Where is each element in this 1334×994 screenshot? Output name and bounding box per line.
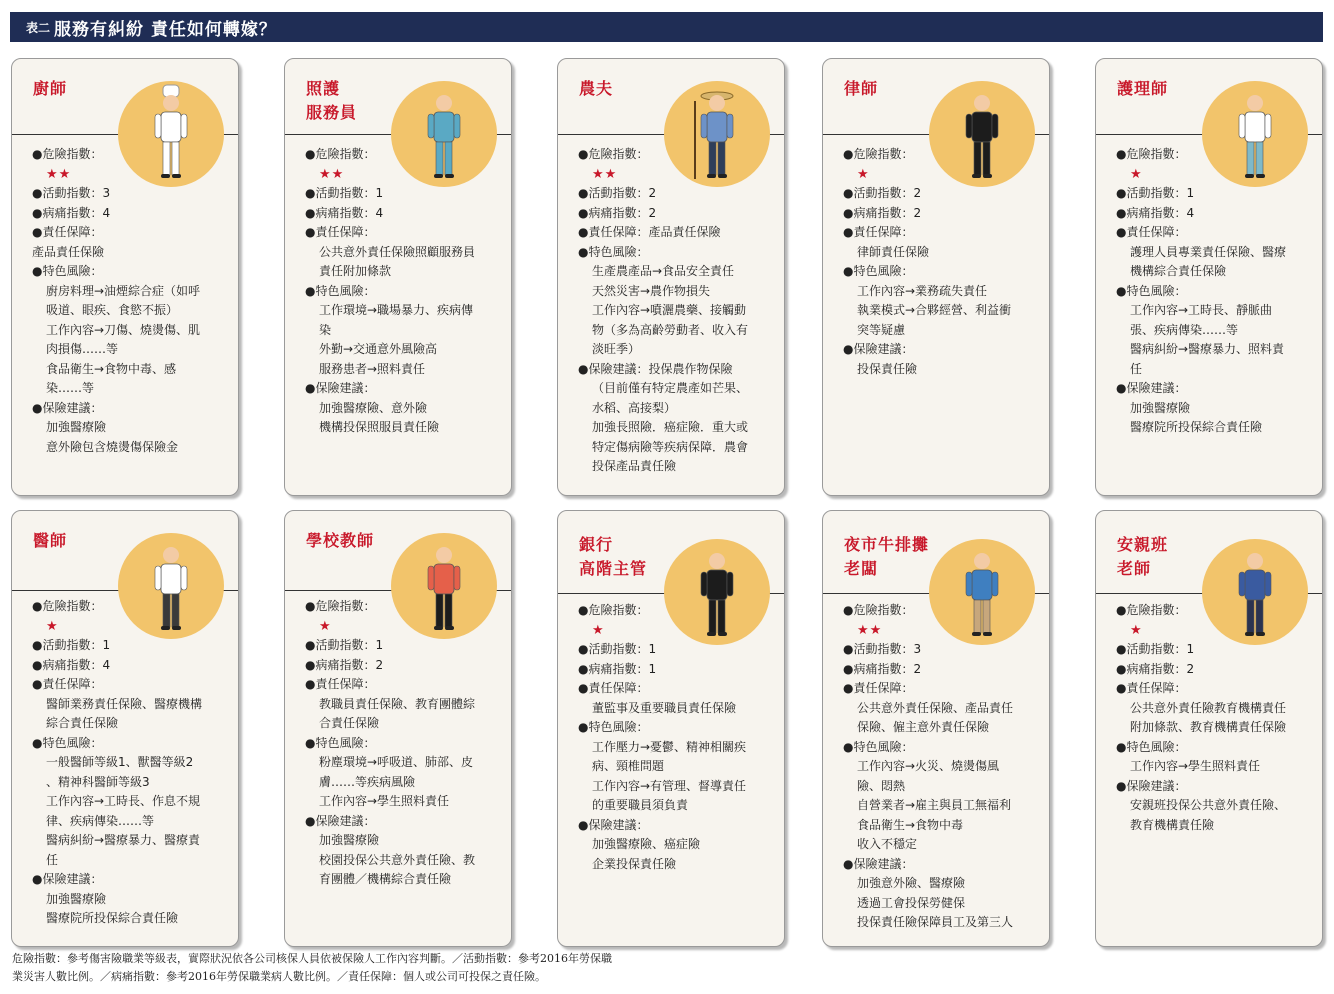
- detail-line: 保險、僱主意外責任保險: [857, 720, 990, 734]
- detail-line: 水稻、高接梨）: [592, 400, 677, 415]
- section-heading: ●活動指數：1: [305, 186, 384, 200]
- detail-line: 工作內容→學生照料責任: [1130, 759, 1261, 773]
- section-heading: ●特色風險：: [578, 244, 649, 259]
- detail-line: 加強長照險．癌症險．重大或: [592, 420, 749, 434]
- section-heading: ●特色風險：: [305, 283, 376, 298]
- section-heading: ●特色風險：: [843, 264, 914, 278]
- section-heading: ●保險建議：: [1116, 778, 1187, 793]
- section-heading: ●特色風險：: [1116, 283, 1187, 298]
- detail-line: 工作內容→有管理、督導責任: [592, 778, 747, 793]
- section-heading: ●病痛指數：4: [32, 205, 111, 220]
- section-heading: ●保險建議：: [32, 400, 103, 415]
- section-heading: ●活動指數：1: [32, 638, 111, 652]
- detail-line: 醫病糾紛→醫療暴力、照料責: [1130, 342, 1285, 356]
- detail-line: 公共意外責任保險、產品責任: [857, 700, 1014, 715]
- detail-line: 膚……等疾病風險: [319, 774, 416, 789]
- detail-line: 律、疾病傳染……等: [46, 813, 155, 828]
- job-title-line: 夜市牛排攤: [844, 535, 930, 554]
- card-details: [1116, 601, 1310, 835]
- detail-line: 合責任保險: [319, 716, 380, 730]
- detail-line: 病、頸椎問題: [592, 759, 665, 773]
- detail-line: 收入不穩定: [857, 837, 918, 851]
- section-heading: ●危險指數：: [32, 147, 103, 161]
- detail-line: 安親班投保公共意外責任險、: [1130, 798, 1287, 812]
- job-title: [1117, 533, 1168, 581]
- section-heading: ●活動指數：1: [578, 642, 657, 656]
- section-heading: ●責任保障：: [32, 677, 103, 691]
- detail-line: 工作內容→學生照料責任: [319, 794, 450, 808]
- detail-line: 服務患者→照料責任: [319, 361, 426, 376]
- card-details: [32, 145, 226, 457]
- detail-line: 育團體／機構綜合責任險: [319, 872, 452, 886]
- detail-line: 校園投保公共意外責任險、教: [319, 852, 476, 867]
- detail-line: 工作壓力→憂鬱、精神相關疾: [592, 739, 747, 754]
- job-card: [822, 58, 1050, 496]
- detail-line: 工作內容→工時長、靜脈曲: [1130, 303, 1273, 317]
- detail-line: 機構綜合責任保險: [1130, 264, 1227, 278]
- job-title: [844, 533, 929, 581]
- detail-line: 工作內容→業務疏失責任: [857, 283, 988, 298]
- section-heading: ●病痛指數：2: [1116, 661, 1195, 676]
- job-title-line: 護理師: [1117, 79, 1169, 98]
- job-card: [1095, 510, 1323, 947]
- section-heading: ●危險指數：: [305, 147, 376, 161]
- detail-line: 意外險包含燒燙傷保險金: [46, 439, 179, 454]
- detail-line: 廚房料理→油煙綜合症（如呼: [46, 283, 201, 298]
- detail-line: 醫療院所投保綜合責任險: [1130, 420, 1263, 434]
- job-card: [557, 510, 785, 947]
- risk-stars: ★: [46, 618, 59, 634]
- section-heading: ●保險建議：: [305, 381, 376, 395]
- section-heading: ●保險建議：: [578, 817, 649, 832]
- detail-line: 醫病糾紛→醫療暴力、醫療責: [46, 833, 201, 847]
- section-heading: ●危險指數：: [1116, 147, 1187, 161]
- risk-stars: ★: [857, 166, 870, 182]
- detail-line: 附加條款、教育機構責任保險: [1130, 720, 1287, 734]
- card-details: [578, 601, 772, 874]
- detail-line: 投保責任險: [857, 361, 918, 376]
- job-card: [822, 510, 1050, 947]
- table-number: 表二: [26, 20, 51, 35]
- detail-line: 染: [319, 322, 332, 337]
- detail-line: 工作內容→火災、燒燙傷風: [857, 759, 1000, 773]
- detail-line: 外勤→交通意外風險高: [319, 342, 438, 356]
- job-title-line: 銀行: [579, 535, 614, 554]
- detail-line: 綜合責任保險: [46, 716, 119, 730]
- job-title: [579, 533, 647, 581]
- risk-stars: ★: [1130, 622, 1143, 638]
- section-heading: ●特色風險：: [305, 735, 376, 750]
- job-card: [557, 58, 785, 496]
- detail-line: 任: [1130, 361, 1143, 376]
- job-title: [844, 77, 878, 101]
- risk-stars: ★★: [857, 622, 883, 638]
- section-heading: ●病痛指數：4: [305, 205, 384, 220]
- job-card: [284, 58, 512, 496]
- detail-line: 加強意外險、醫療險: [857, 876, 966, 890]
- detail-line: 工作內容→刀傷、燒燙傷、肌: [46, 322, 201, 337]
- detail-line: 任: [46, 852, 59, 867]
- detail-line: 護理人員專業責任保險、醫療: [1130, 244, 1287, 259]
- section-heading: ●責任保障：: [1116, 681, 1187, 695]
- detail-line: 淡旺季）: [592, 342, 641, 356]
- table-title-bar: [10, 12, 1323, 42]
- detail-line: 投保責任險保障員工及第三人: [857, 915, 1014, 929]
- section-heading: ●病痛指數：2: [843, 205, 922, 220]
- card-details: [843, 145, 1037, 379]
- risk-stars: ★★: [319, 166, 345, 182]
- section-heading: ●責任保障：: [843, 225, 914, 239]
- risk-stars: ★★: [592, 166, 618, 182]
- section-heading: ●危險指數：: [1116, 603, 1187, 617]
- detail-line: 、精神科醫師等級3: [46, 774, 150, 789]
- detail-line: 物（多為高齡勞動者、收入有: [592, 322, 749, 337]
- detail-line: 企業投保責任險: [592, 856, 677, 871]
- job-title-line: 醫師: [33, 531, 68, 550]
- job-title: [306, 77, 357, 125]
- detail-line: 工作內容→工時長、作息不規: [46, 794, 201, 808]
- job-title: [33, 529, 67, 553]
- job-title: [33, 77, 67, 101]
- job-title-line: 服務員: [306, 103, 358, 122]
- section-heading: ●病痛指數：4: [32, 657, 111, 672]
- detail-line: 自營業者→雇主與員工無福利: [857, 798, 1012, 812]
- detail-line: 醫療院所投保綜合責任險: [46, 911, 179, 925]
- detail-line: 加強醫療險、意外險: [319, 400, 428, 415]
- detail-line: 食品衛生→食物中毒、感: [46, 361, 177, 376]
- detail-line: 吸道、眼疾、食慾不振）: [46, 303, 179, 317]
- job-card: [284, 510, 512, 947]
- detail-line: 投保產品責任險: [592, 459, 677, 473]
- detail-line: 產品責任保險: [32, 244, 105, 259]
- job-title-line: 老師: [1117, 559, 1152, 578]
- card-details: [1116, 145, 1310, 438]
- detail-line: 張、疾病傳染……等: [1130, 322, 1239, 337]
- detail-line: （目前僅有特定農產如芒果、: [592, 381, 749, 395]
- section-heading: ●活動指數：1: [305, 638, 384, 652]
- job-title-line: 安親班: [1117, 535, 1169, 554]
- detail-line: 一般醫師等級1、獸醫等級2: [46, 755, 194, 769]
- section-heading: ●責任保障：產品責任保險: [578, 225, 721, 239]
- page-title: 服務有糾紛 責任如何轉嫁？: [54, 19, 277, 40]
- section-heading: ●病痛指數：2: [843, 661, 922, 676]
- section-heading: ●保險建議：: [1116, 381, 1187, 395]
- section-heading: ●活動指數：2: [578, 186, 657, 200]
- section-heading: ●特色風險：: [32, 735, 103, 750]
- detail-line: 教職員責任保險、教育團體綜: [319, 696, 476, 711]
- job-title: [1117, 77, 1168, 101]
- section-heading: ●責任保障：: [305, 225, 376, 239]
- section-heading: ●責任保障：: [305, 677, 376, 691]
- detail-line: 加強醫療險: [319, 833, 380, 847]
- section-heading: ●特色風險：: [578, 720, 649, 734]
- detail-line: 醫師業務責任保險、醫療機構: [46, 696, 203, 711]
- detail-line: 加強醫療險: [46, 891, 107, 906]
- section-heading: ●危險指數：: [843, 147, 914, 161]
- section-heading: ●病痛指數：2: [578, 205, 657, 220]
- section-heading: ●特色風險：: [843, 739, 914, 754]
- detail-line: 加強醫療險: [46, 420, 107, 434]
- detail-line: 染……等: [46, 381, 95, 395]
- section-heading: ●病痛指數：1: [578, 661, 657, 676]
- section-heading: ●危險指數：: [578, 147, 649, 161]
- job-card: [11, 58, 239, 496]
- section-heading: ●特色風險：: [32, 264, 103, 278]
- job-title-line: 學校教師: [306, 531, 375, 550]
- detail-line: 天然災害→農作物損失: [592, 283, 711, 298]
- card-details: [305, 145, 499, 438]
- section-heading: ●危險指數：: [843, 603, 914, 617]
- card-details: [843, 601, 1037, 933]
- detail-line: 生產農產品→食品安全責任: [592, 264, 735, 278]
- job-title-line: 老闆: [844, 559, 879, 578]
- job-title-line: 高階主管: [579, 559, 648, 578]
- card-details: [578, 145, 772, 477]
- detail-line: 的重要職員須負責: [592, 798, 689, 812]
- risk-stars: ★: [592, 622, 605, 638]
- footnote-line-1: 危險指數：參考傷害險職業等級表，實際狀況依各公司核保人員依被保險人工作內容判斷。／活動指數：參考2016年勞保職: [12, 952, 612, 965]
- section-heading: ●責任保障：: [578, 681, 649, 695]
- section-heading: ●危險指數：: [578, 603, 649, 617]
- section-heading: ●活動指數：3: [32, 186, 111, 200]
- job-title: [306, 529, 374, 553]
- section-heading: ●保險建議：: [843, 856, 914, 871]
- detail-line: 責任附加條款: [319, 264, 392, 278]
- section-heading: ●病痛指數：4: [1116, 205, 1195, 220]
- detail-line: 險、悶熱: [857, 778, 906, 793]
- section-heading: ●活動指數：3: [843, 642, 922, 656]
- detail-line: 機構投保照服員責任險: [319, 420, 440, 434]
- job-title: [579, 77, 613, 101]
- detail-line: 執業模式→合夥經營、利益衝: [857, 303, 1012, 317]
- detail-line: 特定傷病險等疾病保障．農會: [592, 439, 749, 454]
- section-heading: ●責任保障：: [1116, 225, 1187, 239]
- detail-line: 工作內容→噴灑農藥、接觸動: [592, 303, 747, 317]
- detail-line: 食品衛生→食物中毒: [857, 817, 964, 832]
- section-heading: ●活動指數：2: [843, 186, 922, 200]
- card-details: [305, 597, 499, 890]
- job-card: [1095, 58, 1323, 496]
- detail-line: 加強醫療險: [1130, 400, 1191, 415]
- job-title-line: 律師: [844, 79, 879, 98]
- card-details: [32, 597, 226, 929]
- section-heading: ●責任保障：: [32, 225, 103, 239]
- section-heading: ●危險指數：: [305, 599, 376, 613]
- footnote: [12, 950, 752, 986]
- section-heading: ●保險建議：: [32, 872, 103, 886]
- section-heading: ●活動指數：1: [1116, 186, 1195, 200]
- section-heading: ●責任保障：: [843, 681, 914, 695]
- detail-line: 透過工會投保勞健保: [857, 895, 966, 910]
- risk-stars: ★★: [46, 166, 72, 182]
- footnote-line-2: 業災害人數比例。／病痛指數：參考2016年勞保職業病人數比例。／責任保障：個人或公司可投保之責任險。: [12, 970, 546, 983]
- risk-stars: ★: [319, 618, 332, 634]
- risk-stars: ★: [1130, 166, 1143, 182]
- section-heading: ●特色風險：: [1116, 739, 1187, 754]
- detail-line: 突等疑慮: [857, 322, 906, 337]
- detail-line: 公共意外責任險教育機構責任: [1130, 700, 1287, 715]
- detail-line: 粉塵環境→呼吸道、肺部、皮: [319, 755, 474, 769]
- detail-line: 律師責任保險: [857, 244, 930, 259]
- job-card: [11, 510, 239, 947]
- detail-line: 肉損傷……等: [46, 342, 119, 356]
- detail-line: 公共意外責任保險照顧服務員: [319, 244, 476, 259]
- detail-line: 董監事及重要職員責任保險: [592, 700, 737, 715]
- job-title-line: 農夫: [579, 79, 614, 98]
- detail-line: 工作環境→職場暴力、疾病傳: [319, 303, 474, 317]
- section-heading: ●保險建議：投保農作物保險: [578, 361, 733, 376]
- job-title-line: 照護: [306, 79, 341, 98]
- detail-line: 加強醫療險、癌症險: [592, 837, 701, 851]
- section-heading: ●病痛指數：2: [305, 657, 384, 672]
- section-heading: ●保險建議：: [843, 342, 914, 356]
- detail-line: 教育機構責任險: [1130, 817, 1215, 832]
- section-heading: ●活動指數：1: [1116, 642, 1195, 656]
- section-heading: ●保險建議：: [305, 813, 376, 828]
- section-heading: ●危險指數：: [32, 599, 103, 613]
- job-title-line: 廚師: [33, 79, 68, 98]
